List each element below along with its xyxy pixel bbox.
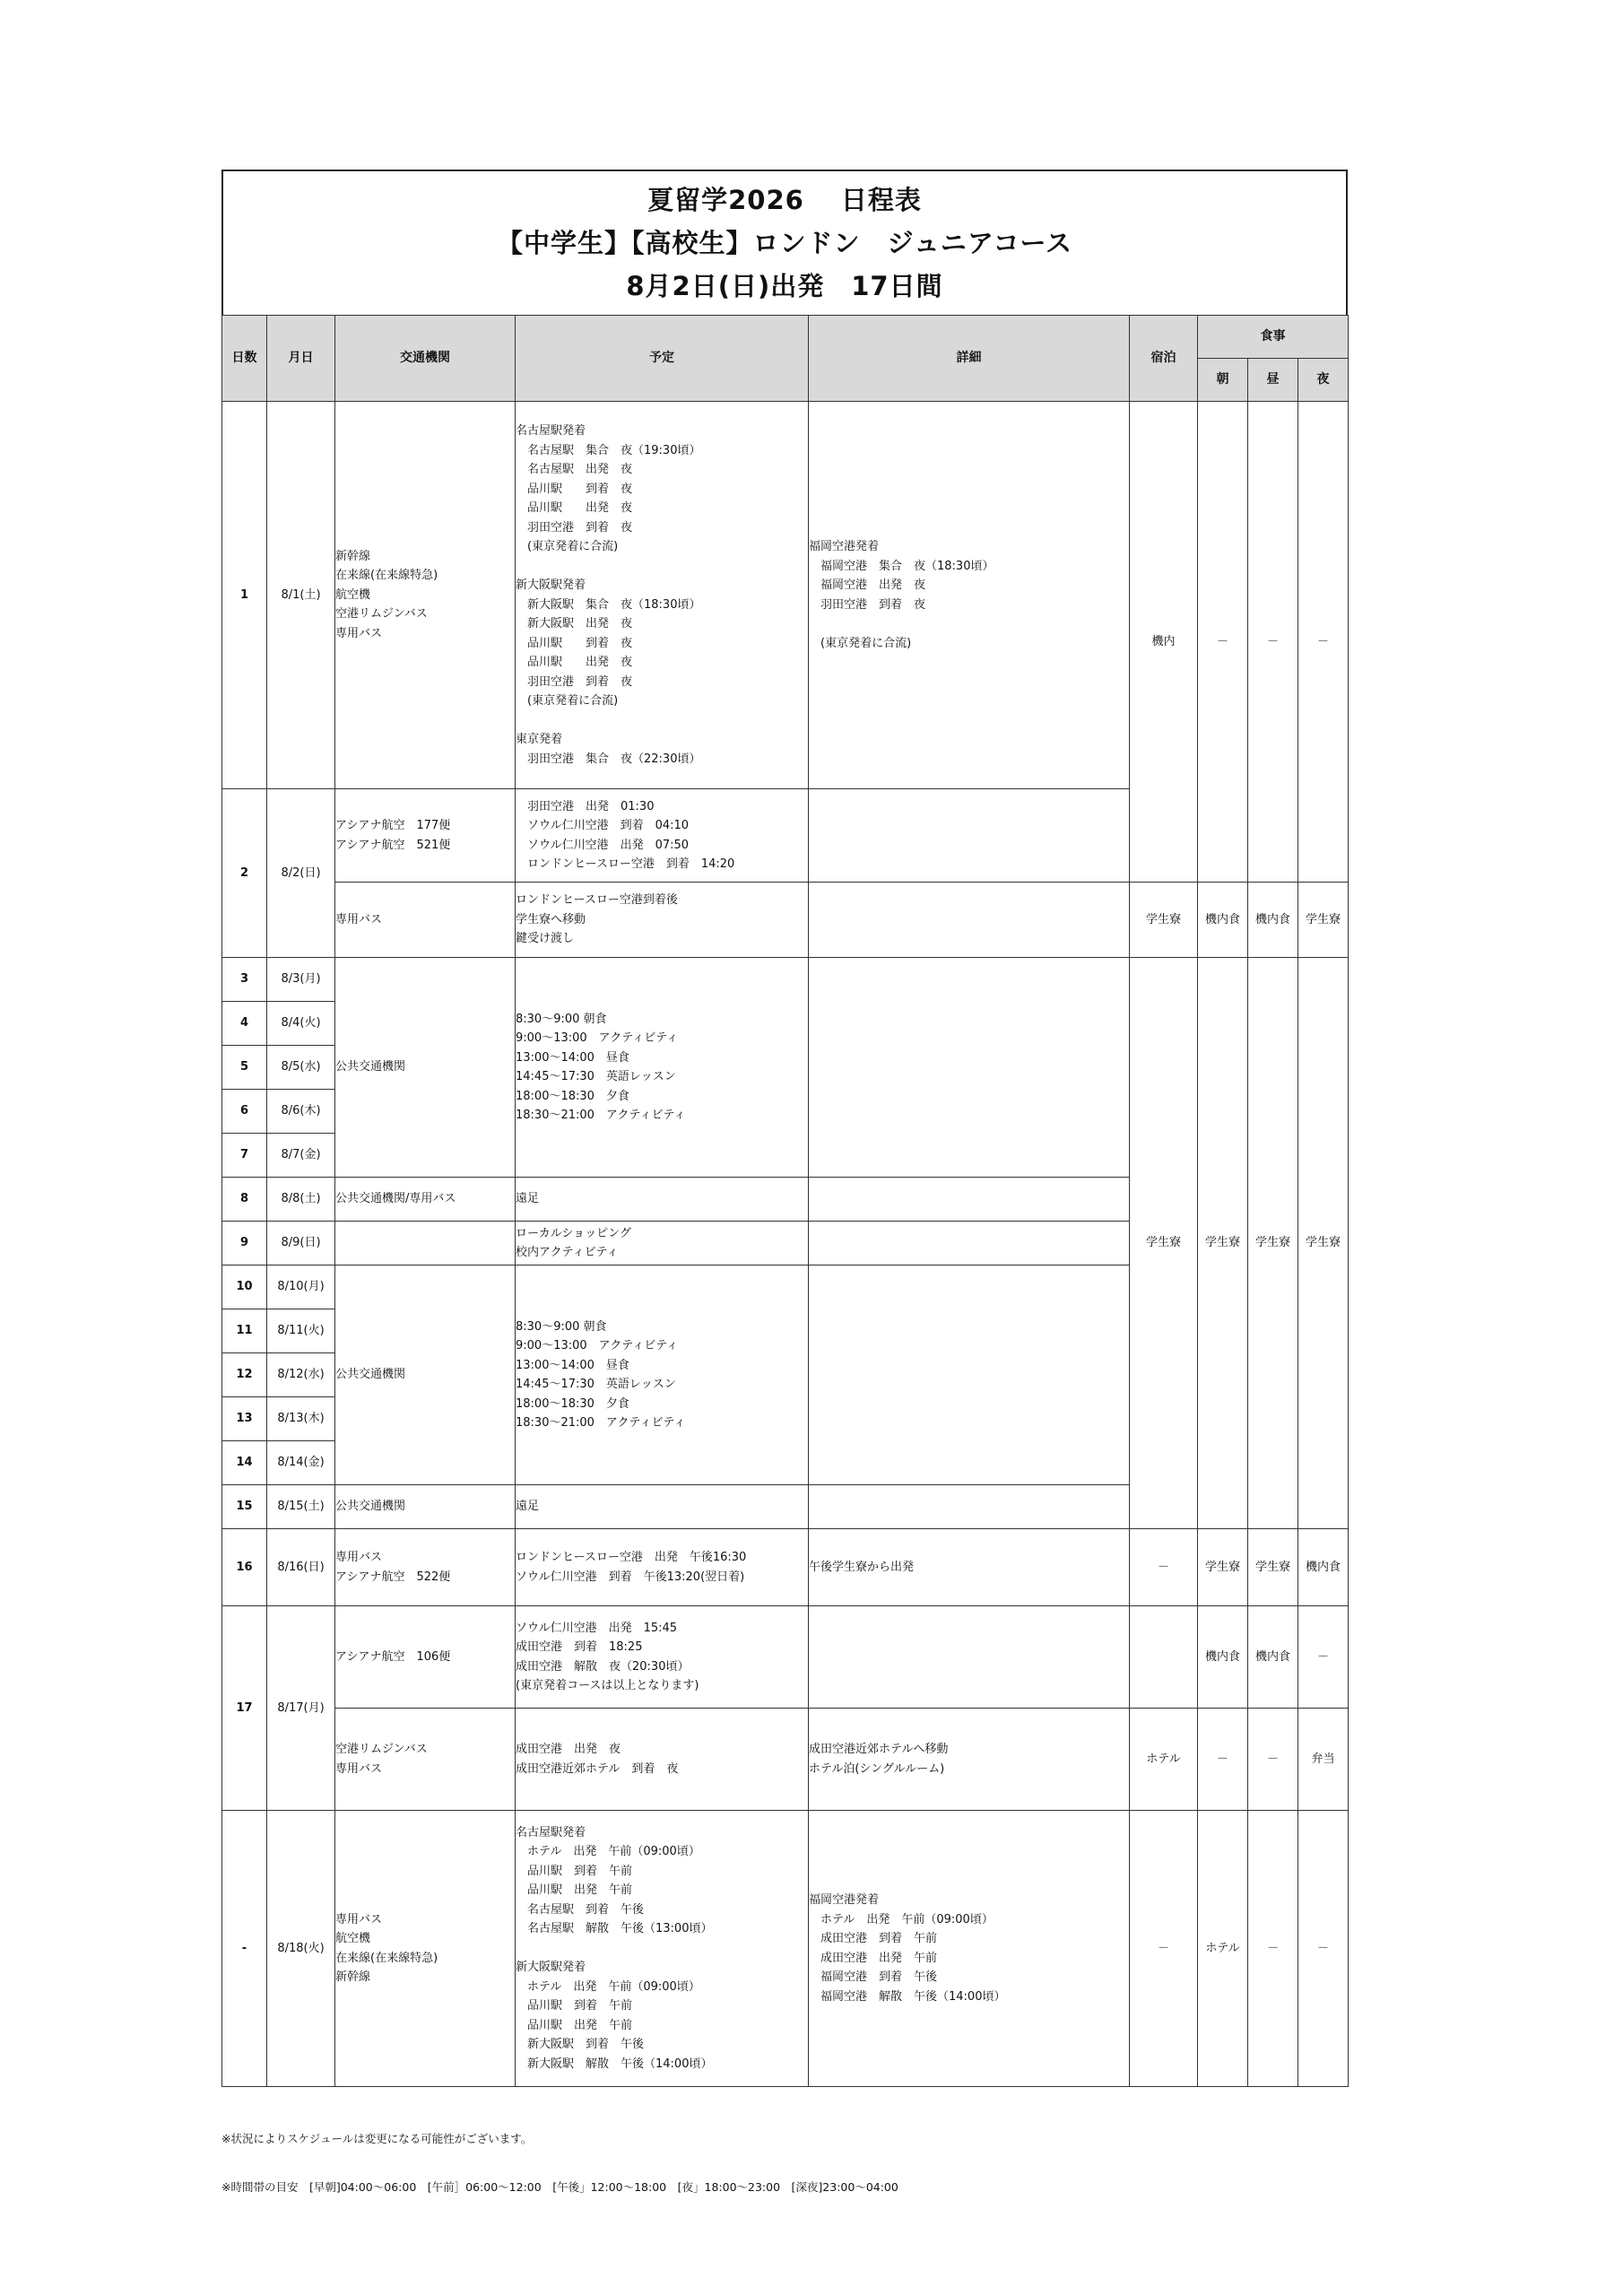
plan-cell: 遠足	[516, 1178, 809, 1222]
dinner-cell: －	[1298, 402, 1349, 883]
table-row	[222, 883, 1349, 958]
date-cell: 8/4(火)	[267, 1002, 335, 1046]
plan-cell: 8:30～9:00 朝食 9:00～13:00 アクティビティ 13:00～14:00 昼食 14:45～17:30 英語レッスン 18:00～18:30 夕食 18:30～21:00 アクティビティ	[516, 1265, 809, 1485]
breakfast-cell: －	[1198, 1709, 1248, 1811]
dinner-cell: －	[1298, 1811, 1349, 2087]
lunch-cell: －	[1248, 402, 1298, 883]
date-cell: 8/15(土)	[267, 1485, 335, 1529]
stay-cell: －	[1130, 1811, 1198, 2087]
date-cell: 8/17(月)	[267, 1606, 335, 1811]
day-cell: 3	[222, 958, 267, 1002]
table-row	[222, 402, 1349, 789]
plan-cell: 名古屋駅発着 名古屋駅 集合 夜（19:30頃） 名古屋駅 出発 夜 品川駅 到着 夜 品川駅 出発 夜 羽田空港 到着 夜 (東京発着に合流) 新大阪駅発着 新大阪駅 集合 夜（18:30頃） 新大阪駅 出発 夜 品川駅 到着 夜 品川駅 出発 夜 羽田空港 到着 夜 (東京発着に合流) 東京発着 羽田空港 集合 夜（22:30頃）	[516, 402, 809, 789]
plan-cell: ソウル仁川空港 出発 15:45 成田空港 到着 18:25 成田空港 解散 夜（20:30頃） (東京発着コースは以上となります)	[516, 1606, 809, 1709]
date-cell: 8/8(土)	[267, 1178, 335, 1222]
footnote-time-ranges: ※時間帯の目安 [早朝]04:00～06:00 [午前］06:00～12:00 [午後」12:00～18:00 [夜」18:00～23:00 [深夜]23:00～04:00	[221, 2180, 898, 2194]
dinner-cell: 機内食	[1298, 1529, 1349, 1606]
plan-cell: 遠足	[516, 1485, 809, 1529]
date-cell: 8/6(木)	[267, 1090, 335, 1134]
day-cell: 15	[222, 1485, 267, 1529]
plan-cell: ロンドンヒースロー空港 出発 午後16:30 ソウル仁川空港 到着 午後13:20(翌日着)	[516, 1529, 809, 1606]
lunch-cell: －	[1248, 1811, 1298, 2087]
date-cell: 8/12(水)	[267, 1353, 335, 1397]
day-cell: 17	[222, 1606, 267, 1811]
plan-cell: 8:30～9:00 朝食 9:00～13:00 アクティビティ 13:00～14:00 昼食 14:45～17:30 英語レッスン 18:00～18:30 夕食 18:30～21:00 アクティビティ	[516, 958, 809, 1178]
date-cell: 8/7(金)	[267, 1134, 335, 1178]
detail-cell: 午後学生寮から出発	[809, 1529, 1130, 1606]
day-cell: 10	[222, 1265, 267, 1309]
date-cell: 8/5(水)	[267, 1046, 335, 1090]
schedule-sheet	[221, 170, 1348, 2087]
header-plan: 予定	[516, 316, 809, 402]
detail-cell	[809, 958, 1130, 1178]
table-row	[222, 1529, 1349, 1606]
day-cell: 8	[222, 1178, 267, 1222]
header-meals: 食事	[1198, 316, 1349, 359]
detail-cell	[809, 1265, 1130, 1485]
detail-cell	[809, 1606, 1130, 1709]
header-day: 日数	[222, 316, 267, 402]
date-cell: 8/13(木)	[267, 1397, 335, 1441]
stay-cell: 機内	[1130, 402, 1198, 883]
footnotes	[221, 2099, 898, 2212]
detail-cell: 成田空港近郊ホテルへ移動 ホテル泊(シングルルーム)	[809, 1709, 1130, 1811]
transport-cell: アシアナ航空 106便	[335, 1606, 516, 1709]
detail-cell	[809, 789, 1130, 883]
day-cell: -	[222, 1811, 267, 2087]
stay-cell	[1130, 1606, 1198, 1709]
day-cell: 1	[222, 402, 267, 789]
plan-cell: 名古屋駅発着 ホテル 出発 午前（09:00頃） 品川駅 到着 午前 品川駅 出発 午前 名古屋駅 到着 午後 名古屋駅 解散 午後（13:00頃） 新大阪駅発着 ホテル 出発 午前（09:00頃） 品川駅 到着 午前 品川駅 出発 午前 新大阪駅 到着 午後 新大阪駅 解散 午後（14:00頃）	[516, 1811, 809, 2087]
day-cell: 16	[222, 1529, 267, 1606]
date-cell: 8/9(日)	[267, 1222, 335, 1265]
header-lunch: 昼	[1248, 359, 1298, 402]
date-cell: 8/2(日)	[267, 789, 335, 958]
transport-cell: 公共交通機関	[335, 1265, 516, 1485]
transport-cell: 空港リムジンバス 専用バス	[335, 1709, 516, 1811]
date-cell: 8/1(土)	[267, 402, 335, 789]
stay-cell: 学生寮	[1130, 958, 1198, 1529]
plan-cell: 成田空港 出発 夜 成田空港近郊ホテル 到着 夜	[516, 1709, 809, 1811]
dinner-cell: 弁当	[1298, 1709, 1349, 1811]
breakfast-cell: 学生寮	[1198, 1529, 1248, 1606]
day-cell: 4	[222, 1002, 267, 1046]
transport-cell: 公共交通機関/専用バス	[335, 1178, 516, 1222]
transport-cell: 公共交通機関	[335, 1485, 516, 1529]
title-block	[221, 170, 1348, 315]
day-cell: 11	[222, 1309, 267, 1353]
plan-cell: ロンドンヒースロー空港到着後 学生寮へ移動 鍵受け渡し	[516, 883, 809, 958]
day-cell: 13	[222, 1397, 267, 1441]
date-cell: 8/14(金)	[267, 1441, 335, 1485]
transport-cell: 新幹線 在来線(在来線特急) 航空機 空港リムジンバス 専用バス	[335, 402, 516, 789]
transport-cell: 公共交通機関	[335, 958, 516, 1178]
transport-cell: アシアナ航空 177便 アシアナ航空 521便	[335, 789, 516, 883]
transport-cell: 専用バス 航空機 在来線(在来線特急) 新幹線	[335, 1811, 516, 2087]
transport-cell: 専用バス	[335, 883, 516, 958]
detail-cell: 福岡空港発着 福岡空港 集合 夜（18:30頃） 福岡空港 出発 夜 羽田空港 到着 夜 (東京発着に合流)	[809, 402, 1130, 789]
detail-cell	[809, 1485, 1130, 1529]
table-row	[222, 1709, 1349, 1811]
plan-cell: ローカルショッピング 校内アクティビティ	[516, 1222, 809, 1265]
date-cell: 8/11(火)	[267, 1309, 335, 1353]
stay-cell: 学生寮	[1130, 883, 1198, 958]
day-cell: 14	[222, 1441, 267, 1485]
header-transport: 交通機関	[335, 316, 516, 402]
detail-cell: 福岡空港発着 ホテル 出発 午前（09:00頃） 成田空港 到着 午前 成田空港 出発 午前 福岡空港 到着 午後 福岡空港 解散 午後（14:00頃）	[809, 1811, 1130, 2087]
detail-cell	[809, 1222, 1130, 1265]
day-cell: 5	[222, 1046, 267, 1090]
dinner-cell: 学生寮	[1298, 883, 1349, 958]
footnote-schedule-change: ※状況によりスケジュールは変更になる可能性がございます。	[221, 2132, 533, 2145]
day-cell: 9	[222, 1222, 267, 1265]
day-cell: 6	[222, 1090, 267, 1134]
plan-cell: 羽田空港 出発 01:30 ソウル仁川空港 到着 04:10 ソウル仁川空港 出発 07:50 ロンドンヒースロー空港 到着 14:20	[516, 789, 809, 883]
day-cell: 7	[222, 1134, 267, 1178]
lunch-cell: －	[1248, 1709, 1298, 1811]
header-stay: 宿泊	[1130, 316, 1198, 402]
date-cell: 8/10(月)	[267, 1265, 335, 1309]
transport-cell	[335, 1222, 516, 1265]
date-cell: 8/16(日)	[267, 1529, 335, 1606]
table-row	[222, 958, 1349, 1002]
breakfast-cell: 機内食	[1198, 1606, 1248, 1709]
table-row	[222, 1606, 1349, 1709]
detail-cell	[809, 1178, 1130, 1222]
dinner-cell: －	[1298, 1606, 1349, 1709]
dinner-cell: 学生寮	[1298, 958, 1349, 1529]
header-detail: 詳細	[809, 316, 1130, 402]
stay-cell: －	[1130, 1529, 1198, 1606]
breakfast-cell: －	[1198, 402, 1248, 883]
lunch-cell: 機内食	[1248, 1606, 1298, 1709]
detail-cell	[809, 883, 1130, 958]
breakfast-cell: 学生寮	[1198, 958, 1248, 1529]
stay-cell: ホテル	[1130, 1709, 1198, 1811]
table-row	[222, 1811, 1349, 2087]
title-line-3: 8月2日(日)出発 17日間	[626, 271, 943, 301]
date-cell: 8/3(月)	[267, 958, 335, 1002]
header-dinner: 夜	[1298, 359, 1349, 402]
day-cell: 2	[222, 789, 267, 958]
breakfast-cell: ホテル	[1198, 1811, 1248, 2087]
header-breakfast: 朝	[1198, 359, 1248, 402]
lunch-cell: 学生寮	[1248, 1529, 1298, 1606]
breakfast-cell: 機内食	[1198, 883, 1248, 958]
date-cell: 8/18(火)	[267, 1811, 335, 2087]
title-line-1: 夏留学2026 日程表	[647, 185, 922, 215]
schedule-table	[221, 315, 1349, 2087]
transport-cell: 専用バス アシアナ航空 522便	[335, 1529, 516, 1606]
day-cell: 12	[222, 1353, 267, 1397]
title-line-2: 【中学生】【高校生】ロンドン ジュニアコース	[496, 228, 1073, 258]
lunch-cell: 機内食	[1248, 883, 1298, 958]
lunch-cell: 学生寮	[1248, 958, 1298, 1529]
header-date: 月日	[267, 316, 335, 402]
